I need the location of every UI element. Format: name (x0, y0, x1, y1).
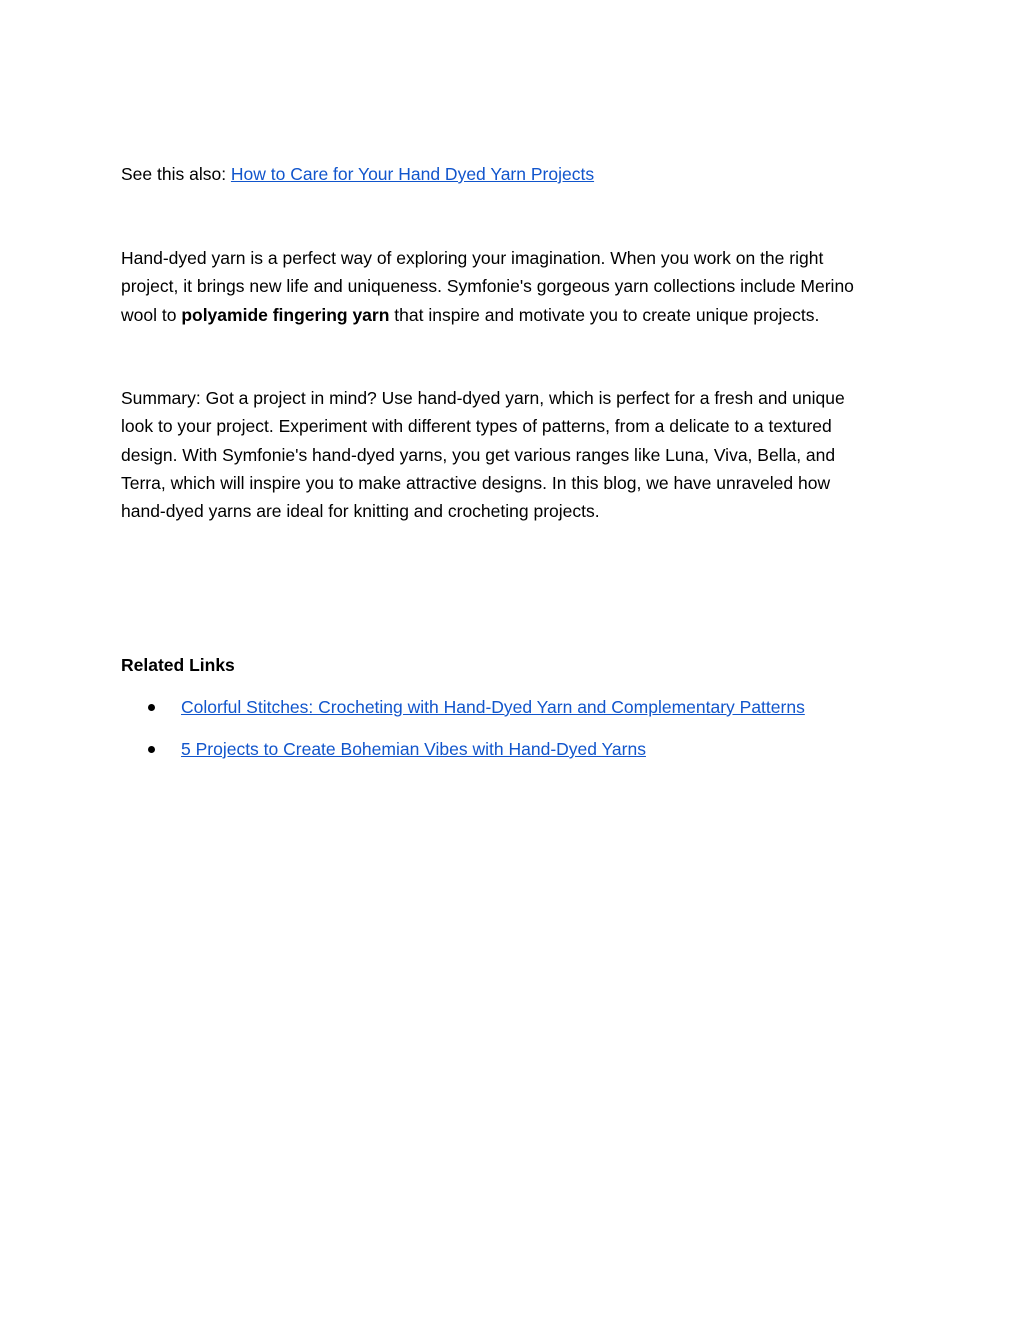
bullet-icon (148, 746, 155, 753)
see-also-paragraph (121, 160, 901, 188)
bullet-icon (148, 704, 155, 711)
see-also-prefix: See this also: (121, 164, 231, 184)
polyamide-fingering-yarn-bold: polyamide fingering yarn (181, 304, 390, 325)
list-item (121, 735, 805, 777)
bohemian-vibes-link[interactable]: 5 Projects to Create Bohemian Vibes with Hand-Dyed Yarns (181, 739, 646, 759)
colorful-stitches-link[interactable]: Colorful Stitches: Crocheting with Hand-Dyed Yarn and Complementary Patterns (181, 697, 805, 717)
care-guide-link[interactable]: How to Care for Your Hand Dyed Yarn Projects (230, 164, 595, 184)
intro-line-3-end: that inspire and motivate you to create unique projects. (389, 304, 820, 325)
summary-line-3: design. With Symfonie's hand-dyed yarns, you get various ranges like Luna, Viva, Bella, and (121, 444, 836, 465)
list-item (121, 693, 805, 735)
intro-line-1: Hand-dyed yarn is a perfect way of exploring your imagination. When you work on the right (121, 248, 824, 268)
summary-line-1: Summary: Got a project in mind? Use hand-dyed yarn, which is perfect for a fresh and unique (121, 388, 845, 408)
related-links-heading: Related Links (121, 655, 235, 675)
intro-line-3-start: wool to (121, 304, 182, 325)
intro-line-2: project, it brings new life and uniqueness. Symfonie's gorgeous yarn collections include Merino (121, 276, 854, 297)
summary-paragraph (121, 384, 901, 525)
summary-line-5: hand-dyed yarns are ideal for knitting and crocheting projects. (121, 501, 600, 522)
summary-line-2: look to your project. Experiment with different types of patterns, from a delicate to a textured (121, 416, 832, 437)
intro-paragraph (121, 244, 901, 329)
intro-line-3 (121, 301, 901, 329)
related-links-list (121, 693, 805, 777)
summary-line-4: Terra, which will inspire you to make attractive designs. In this blog, we have unraveled how (121, 472, 831, 493)
